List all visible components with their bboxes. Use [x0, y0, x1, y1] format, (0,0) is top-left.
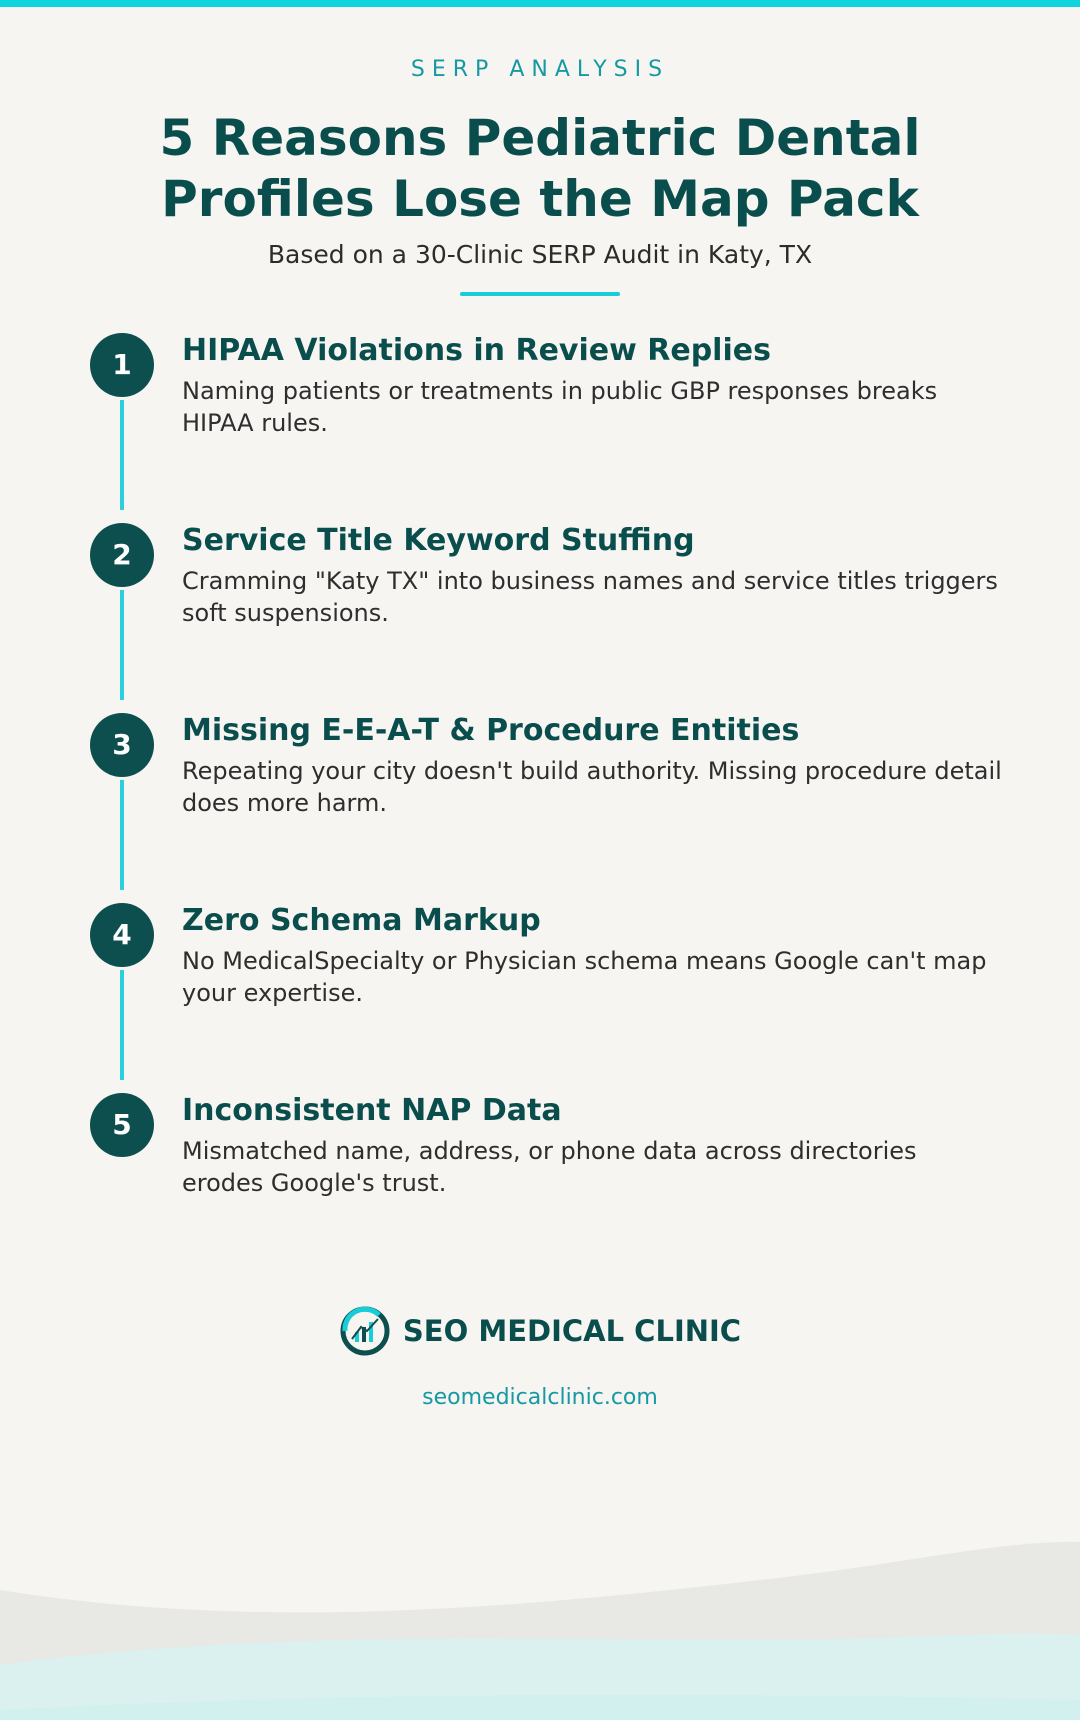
- reason-description: Mismatched name, address, or phone data across directories erodes Google's trust.: [182, 1137, 917, 1197]
- timeline-connector: [120, 400, 124, 510]
- step-number-badge: 1: [90, 333, 154, 397]
- chart-bars-logo-icon: [339, 1305, 391, 1357]
- step-number-badge: 4: [90, 903, 154, 967]
- page-title-line-1: 5 Reasons Pediatric Dental: [159, 109, 921, 167]
- brand-name: SEO MEDICAL CLINIC: [402, 1314, 742, 1348]
- timeline-connector: [120, 590, 124, 700]
- top-accent-bar: [0, 0, 1080, 7]
- decorative-waves: [0, 1520, 1080, 1720]
- step-number-badge: 5: [90, 1093, 154, 1157]
- brand-lockup: [0, 1305, 1080, 1357]
- timeline-connector: [120, 780, 124, 890]
- step-number-badge: 3: [90, 713, 154, 777]
- page-title: [0, 108, 1080, 230]
- website-link[interactable]: seomedicalclinic.com: [422, 1385, 658, 1410]
- page-title-line-2: Profiles Lose the Map Pack: [161, 170, 919, 228]
- timeline-connector: [120, 970, 124, 1080]
- reason-title: Inconsistent NAP Data: [182, 1093, 562, 1128]
- reason-title: Zero Schema Markup: [182, 903, 541, 938]
- title-divider: [460, 292, 620, 296]
- reason-title: Service Title Keyword Stuffing: [182, 523, 695, 558]
- reason-description: Repeating your city doesn't build authority. Missing procedure detail does more harm.: [182, 757, 1002, 817]
- eyebrow-label: SERP ANALYSIS: [410, 57, 670, 82]
- page-subtitle: Based on a 30-Clinic SERP Audit in Katy, TX: [267, 240, 813, 269]
- step-number-badge: 2: [90, 523, 154, 587]
- reason-description: Cramming "Katy TX" into business names and service titles triggers soft suspensions.: [182, 567, 998, 627]
- reason-description: Naming patients or treatments in public GBP responses breaks HIPAA rules.: [182, 377, 938, 437]
- reason-title: HIPAA Violations in Review Replies: [182, 333, 771, 368]
- reason-description: No MedicalSpecialty or Physician schema means Google can't map your expertise.: [182, 947, 987, 1007]
- reason-title: Missing E-E-A-T & Procedure Entities: [182, 713, 800, 748]
